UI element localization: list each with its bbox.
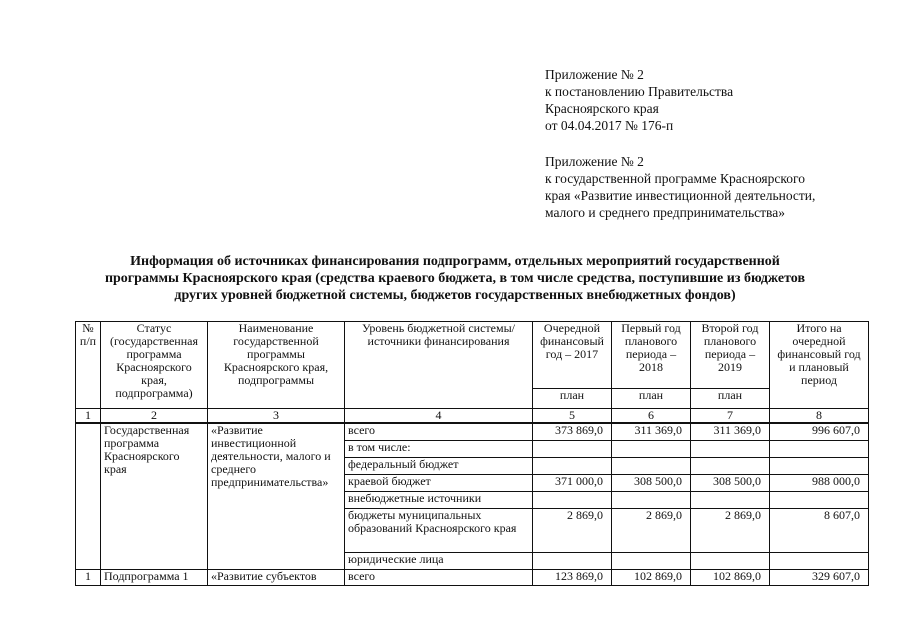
- header-2018: Первый год планового периода – 2018: [612, 322, 691, 389]
- header-plan: план: [691, 389, 770, 409]
- table-row: [76, 423, 869, 440]
- appendix-to-program: [545, 153, 815, 221]
- level-cell: всего: [345, 423, 533, 440]
- appendix-line: Приложение № 2: [545, 154, 644, 169]
- level-cell: краевой бюджет: [345, 474, 533, 491]
- value-2018: 102 869,0: [612, 569, 691, 585]
- level-cell: федеральный бюджет: [345, 457, 533, 474]
- column-number: 2: [101, 409, 208, 424]
- value-total: 996 607,0: [770, 423, 869, 440]
- value-total: [770, 440, 869, 457]
- value-2017: [533, 440, 612, 457]
- program-no: [76, 423, 101, 569]
- value-total: 8 607,0: [770, 508, 869, 552]
- header-level: Уровень бюджетной системы/ источники финансирования: [345, 322, 533, 409]
- table-row: [76, 569, 869, 585]
- title-line: Информация об источниках финансирования подпрограмм, отдельных мероприятий государственной: [130, 254, 780, 269]
- value-2019: 311 369,0: [691, 423, 770, 440]
- program-name: «Развитие инвестиционной деятельности, малого и среднего предпринимательства»: [208, 423, 345, 569]
- column-number: 6: [612, 409, 691, 424]
- program-status: Государственная программа Красноярского края: [101, 423, 208, 569]
- value-2017: [533, 491, 612, 508]
- column-number: 8: [770, 409, 869, 424]
- value-2018: [612, 491, 691, 508]
- appendix-line: края «Развитие инвестиционной деятельности,: [545, 188, 816, 203]
- value-total: [770, 552, 869, 569]
- value-2017: 373 869,0: [533, 423, 612, 440]
- value-2019: 102 869,0: [691, 569, 770, 585]
- column-number-row: [76, 409, 869, 424]
- value-2019: 308 500,0: [691, 474, 770, 491]
- value-2018: 308 500,0: [612, 474, 691, 491]
- value-2019: [691, 457, 770, 474]
- appendix-line: Приложение № 2: [545, 67, 644, 82]
- appendix-line: от 04.04.2017 № 176-п: [545, 118, 674, 133]
- level-cell: юридические лица: [345, 552, 533, 569]
- column-number: 4: [345, 409, 533, 424]
- value-2018: [612, 552, 691, 569]
- header-plan: план: [533, 389, 612, 409]
- level-cell: бюджеты муниципальных образований Красноярского края: [345, 508, 533, 552]
- column-number: 5: [533, 409, 612, 424]
- value-total: 988 000,0: [770, 474, 869, 491]
- appendix-line: Красноярского края: [545, 101, 659, 116]
- header-status: Статус (государственная программа Красноярского края, подпрограмма): [101, 322, 208, 409]
- value-2018: [612, 457, 691, 474]
- appendix-line: малого и среднего предпринимательства»: [545, 205, 785, 220]
- subprogram-status: Подпрограмма 1: [101, 569, 208, 585]
- header-2019: Второй год планового периода – 2019: [691, 322, 770, 389]
- header-plan: план: [612, 389, 691, 409]
- appendix-line: к государственной программе Красноярского: [545, 171, 805, 186]
- value-total: [770, 457, 869, 474]
- document-title: [60, 253, 850, 304]
- value-total: 329 607,0: [770, 569, 869, 585]
- value-2019: 2 869,0: [691, 508, 770, 552]
- appendix-to-resolution: [545, 66, 733, 134]
- value-2019: [691, 552, 770, 569]
- column-number: 1: [76, 409, 101, 424]
- financing-table: [75, 321, 869, 586]
- header-name: Наименование государственной программы Красноярского края, подпрограммы: [208, 322, 345, 409]
- subprogram-name: «Развитие субъектов: [208, 569, 345, 585]
- value-2017: 371 000,0: [533, 474, 612, 491]
- header-2017: Очередной финансовый год – 2017: [533, 322, 612, 389]
- subprogram-no: 1: [76, 569, 101, 585]
- column-number: 7: [691, 409, 770, 424]
- value-2017: 2 869,0: [533, 508, 612, 552]
- header-total: Итого на очередной финансовый год и плановый период: [770, 322, 869, 409]
- level-cell: всего: [345, 569, 533, 585]
- value-2019: [691, 440, 770, 457]
- value-total: [770, 491, 869, 508]
- value-2019: [691, 491, 770, 508]
- header-no: № п/п: [76, 322, 101, 409]
- level-cell: в том числе:: [345, 440, 533, 457]
- appendix-line: к постановлению Правительства: [545, 84, 734, 99]
- column-number: 3: [208, 409, 345, 424]
- value-2018: 2 869,0: [612, 508, 691, 552]
- value-2017: [533, 457, 612, 474]
- header-row: [76, 322, 869, 389]
- value-2018: [612, 440, 691, 457]
- level-cell: внебюджетные источники: [345, 491, 533, 508]
- value-2017: 123 869,0: [533, 569, 612, 585]
- title-line: программы Красноярского края (средства краевого бюджета, в том числе средства, поступившие из бюджетов: [104, 271, 806, 286]
- value-2017: [533, 552, 612, 569]
- value-2018: 311 369,0: [612, 423, 691, 440]
- title-line: других уровней бюджетной системы, бюджетов государственных внебюджетных фондов): [174, 288, 736, 303]
